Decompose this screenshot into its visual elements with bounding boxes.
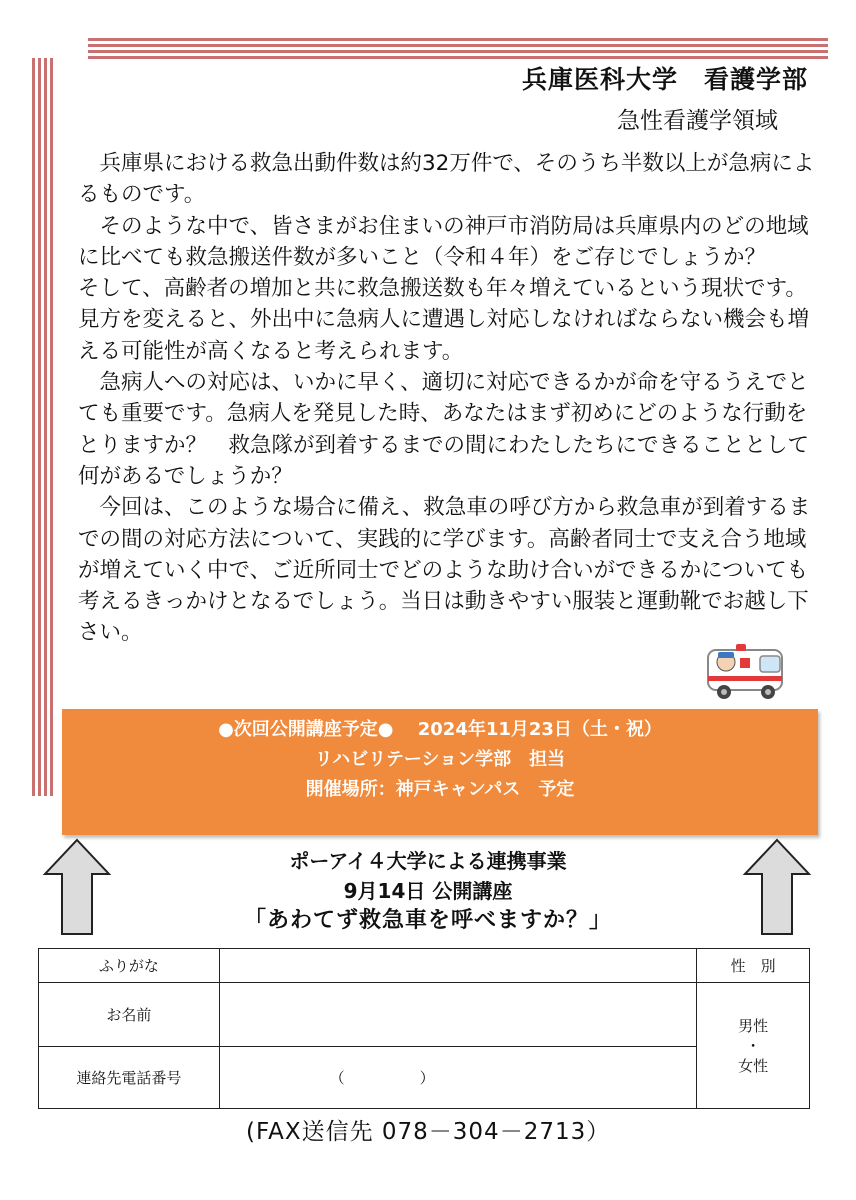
event-title: 「あわてず救急車を呼べますか？」 [243, 908, 612, 933]
name-label: お名前 [39, 983, 220, 1047]
phone-field[interactable] [219, 1047, 696, 1109]
paragraph-5: 今回は、このような場合に備え、救急車の呼び方から救急車が到着するまでの間の対応方法について、実践的に学びます。高齢者同士で支え合う地域が増えていく中で、ご近所同士でどのような助け合いができるかについても考えるきっかけとなるでしょう。当日は動きやすい服装と運動靴でお越し下さい。 [78, 495, 811, 646]
arrow-up-icon [742, 837, 812, 937]
next-lecture-banner [62, 709, 818, 835]
body-text [78, 148, 818, 649]
name-field[interactable] [219, 983, 696, 1047]
decor-left-line-1 [32, 58, 35, 796]
gender-female[interactable]: 女性 [738, 1056, 769, 1075]
next-lecture-date: ●次回公開講座予定● 2024年11月23日（土・祝） [218, 719, 662, 740]
decor-top-line-4 [88, 56, 828, 59]
furigana-label: ふりがな [39, 949, 220, 983]
next-lecture-venue: 開催場所：神戸キャンパス 予定 [305, 779, 575, 800]
decor-left-line-4 [50, 58, 53, 796]
next-lecture-faculty: リハビリテーション学部 担当 [314, 749, 566, 770]
gender-male[interactable]: 男性 [738, 1016, 769, 1035]
gender-separator: ・ [745, 1036, 761, 1055]
event-date: 9月14日 公開講座 [343, 879, 513, 903]
decor-left-line-2 [38, 58, 41, 796]
fax-number: (FAX送信先 078－304－2713） [246, 1119, 611, 1145]
event-info [140, 846, 716, 936]
decor-left-line-3 [44, 58, 47, 796]
arrow-up-icon [42, 837, 112, 937]
registration-form [38, 948, 810, 1109]
paragraph-4: 急病人への対応は、いかに早く、適切に対応できるかが命を守るうえでとても重要です。急病人を発見した時、あなたはまず初めにどのような行動をとりますか？ 救急隊が到着するまでの間にわたしたちにできることとして何があるでしょうか？ [78, 370, 810, 489]
phone-parens: （ ） [329, 1069, 435, 1087]
gender-options[interactable] [697, 983, 810, 1109]
ambulance-icon [700, 640, 796, 704]
paragraph-1: 兵庫県における救急出動件数は約32万件で、そのうち半数以上が急病によるものです。 [78, 151, 815, 208]
decor-top-line-2 [88, 44, 828, 47]
university-name: 兵庫医科大学 看護学部 [521, 65, 808, 94]
gender-label: 性 別 [697, 949, 810, 983]
event-organization: ポーアイ４大学による連携事業 [289, 849, 567, 873]
decor-top-line-3 [88, 50, 828, 53]
furigana-field[interactable] [219, 949, 696, 983]
paragraph-2: そのような中で、皆さまがお住まいの神戸市消防局は兵庫県内のどの地域に比べても救急搬送件数が多いこと（令和４年）をご存じでしょうか？ [78, 213, 809, 270]
paragraph-3: そして、高齢者の増加と共に救急搬送数も年々増えているという現状です。見方を変えると、外出中に急病人に遭遇し対応しなければならない機会も増える可能性が高くなると考えられます。 [78, 276, 810, 364]
phone-label: 連絡先電話番号 [39, 1047, 220, 1109]
decor-top-line-1 [88, 38, 828, 41]
department-name: 急性看護学領域 [617, 108, 778, 134]
